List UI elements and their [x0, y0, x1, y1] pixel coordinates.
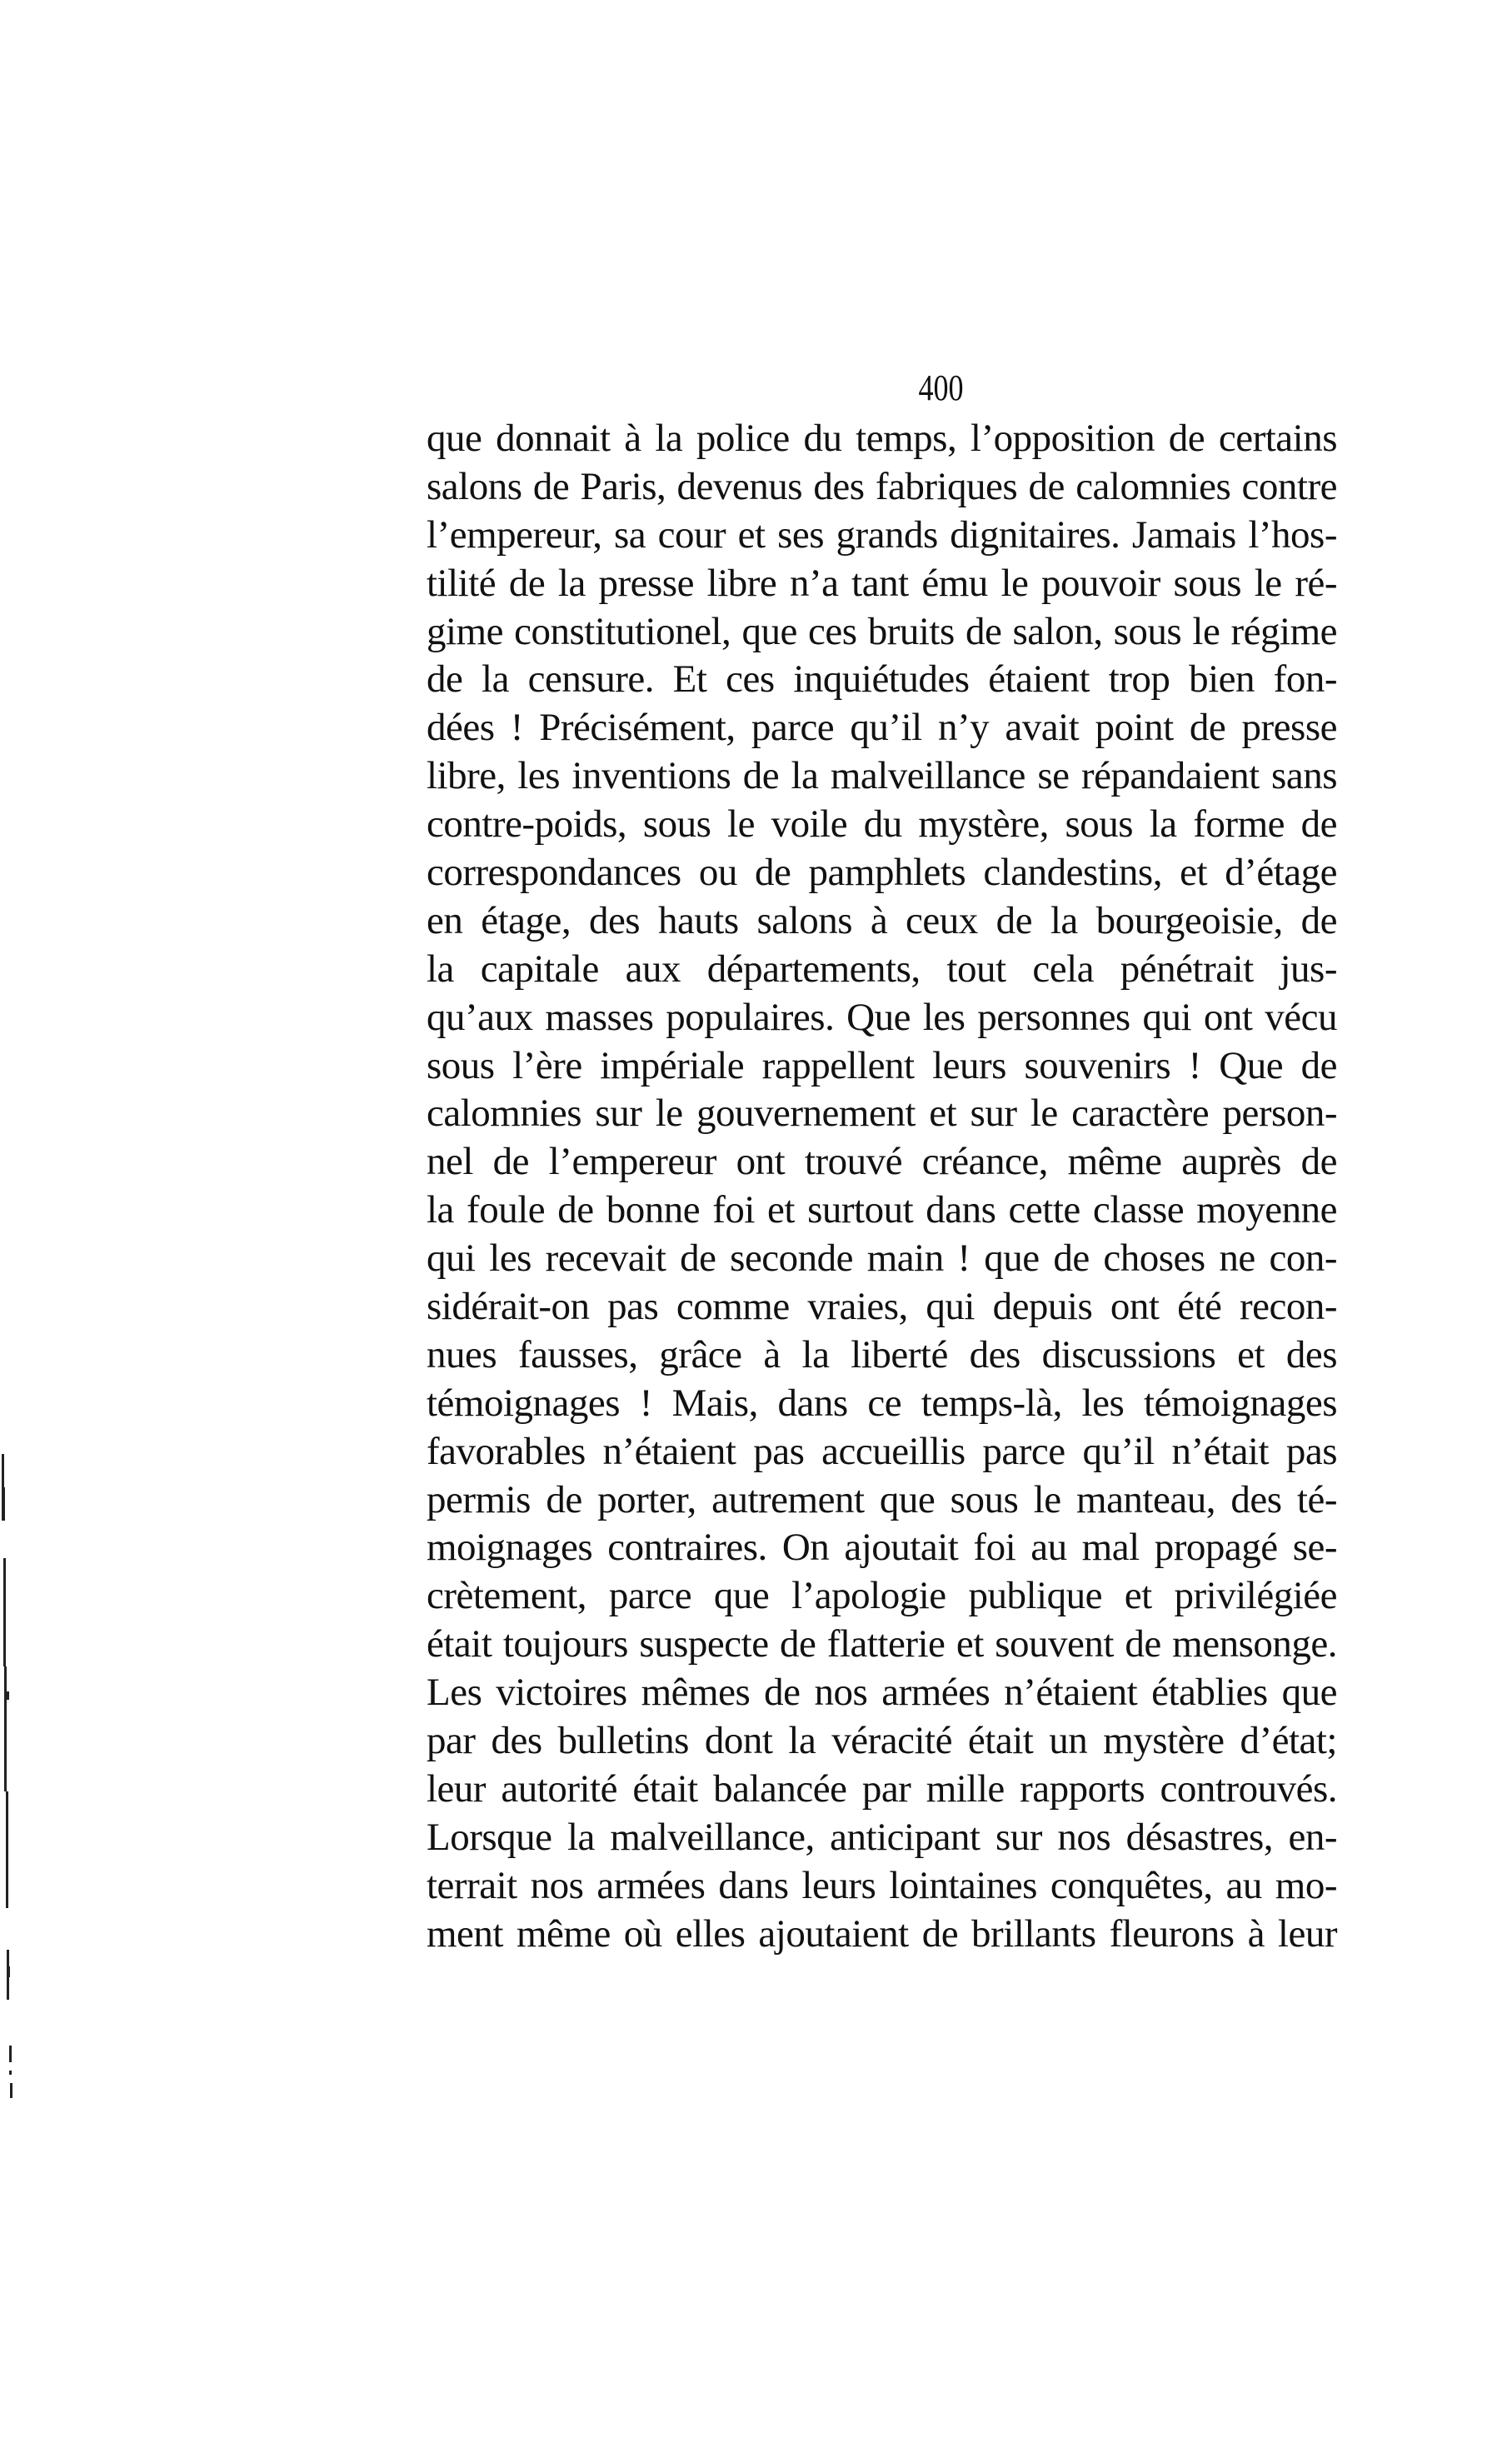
text-line: sidérait-on pas comme vraies, qui depuis ont été recon-: [427, 1285, 1337, 1329]
text-line: libre, les inventions de la malveillance se répandaient sans: [427, 754, 1337, 798]
text-line: calomnies sur le gouvernement et sur le caractère person-: [427, 1092, 1337, 1136]
scan-edge-marks: [0, 1416, 33, 2448]
text-line: sous l’ère impériale rappellent leurs souvenirs ! Que de: [427, 1043, 1337, 1087]
text-line: terrait nos armées dans leurs lointaines conquêtes, au mo-: [427, 1863, 1337, 1907]
text-line: salons de Paris, devenus des fabriques de calomnies contre: [427, 464, 1337, 508]
text-line: contre-poids, sous le voile du mystère, sous la forme de: [427, 802, 1337, 847]
text-line: tilité de la presse libre n’a tant ému le pouvoir sous le ré-: [427, 561, 1337, 605]
text-line: gime constitutionel, que ces bruits de salon, sous le régime: [427, 609, 1337, 653]
text-line: que donnait à la police du temps, l’opposition de certains: [427, 417, 1337, 460]
text-line: favorables n’étaient pas accueillis parce qu’il n’était pas: [427, 1429, 1337, 1473]
text-line: moignages contraires. On ajoutait foi au mal propagé se-: [427, 1526, 1337, 1570]
text-line: nues fausses, grâce à la liberté des discussions et des: [427, 1332, 1337, 1376]
text-line: correspondances ou de pamphlets clandestins, et d’étage: [427, 851, 1337, 895]
text-line: l’empereur, sa cour et ses grands dignitaires. Jamais l’hos-: [427, 512, 1337, 557]
scan-edge-mark: [4, 1666, 7, 1791]
text-line: dées ! Précisément, parce qu’il n’y avait point de presse: [427, 706, 1337, 750]
text-line: la capitale aux départements, tout cela pénétrait jus-: [427, 947, 1337, 991]
scan-edge-mark: [7, 1966, 10, 1977]
page-number: 400: [918, 367, 964, 408]
scan-edge-mark: [3, 1558, 6, 1666]
text-line: ment même où elles ajoutaient de brillants fleurons à leur: [427, 1911, 1337, 1956]
text-line: en étage, des hauts salons à ceux de la bourgeoisie, de: [427, 898, 1337, 942]
text-line: était toujours suspecte de flatterie et souvent de mensonge.: [427, 1622, 1337, 1666]
text-line: leur autorité était balancée par mille rapports controuvés.: [427, 1766, 1337, 1811]
text-line: Les victoires mêmes de nos armées n’étaient établies que: [427, 1671, 1337, 1715]
text-line: qu’aux masses populaires. Que les personnes qui ont vécu: [427, 995, 1337, 1039]
text-line: qui les recevait de seconde main ! que de choses ne con-: [427, 1236, 1337, 1281]
scan-edge-mark: [9, 2071, 12, 2075]
body-text: [427, 415, 1337, 1959]
text-line: la foule de bonne foi et surtout dans cette classe moyenne: [427, 1188, 1337, 1232]
scan-edge-mark: [10, 2083, 12, 2098]
text-line: nel de l’empereur ont trouvé créance, même auprès de: [427, 1140, 1337, 1184]
text-line: Lorsque la malveillance, anticipant sur nos désastres, en-: [427, 1815, 1337, 1859]
text-line: crètement, parce que l’apologie publique et privilégiée: [427, 1574, 1337, 1618]
text-line: témoignages ! Mais, dans ce temps-là, les témoignages: [427, 1381, 1337, 1425]
text-line: par des bulletins dont la véracité était un mystère d’état;: [427, 1719, 1337, 1763]
scan-edge-mark: [9, 2046, 12, 2062]
scan-edge-mark: [6, 1791, 8, 1908]
scan-edge-mark: [7, 1691, 9, 1700]
text-line: de la censure. Et ces inquiétudes étaient trop bien fon-: [427, 657, 1337, 702]
text-line: permis de porter, autrement que sous le manteau, des té-: [427, 1477, 1337, 1521]
scan-edge-mark: [2, 1487, 5, 1521]
